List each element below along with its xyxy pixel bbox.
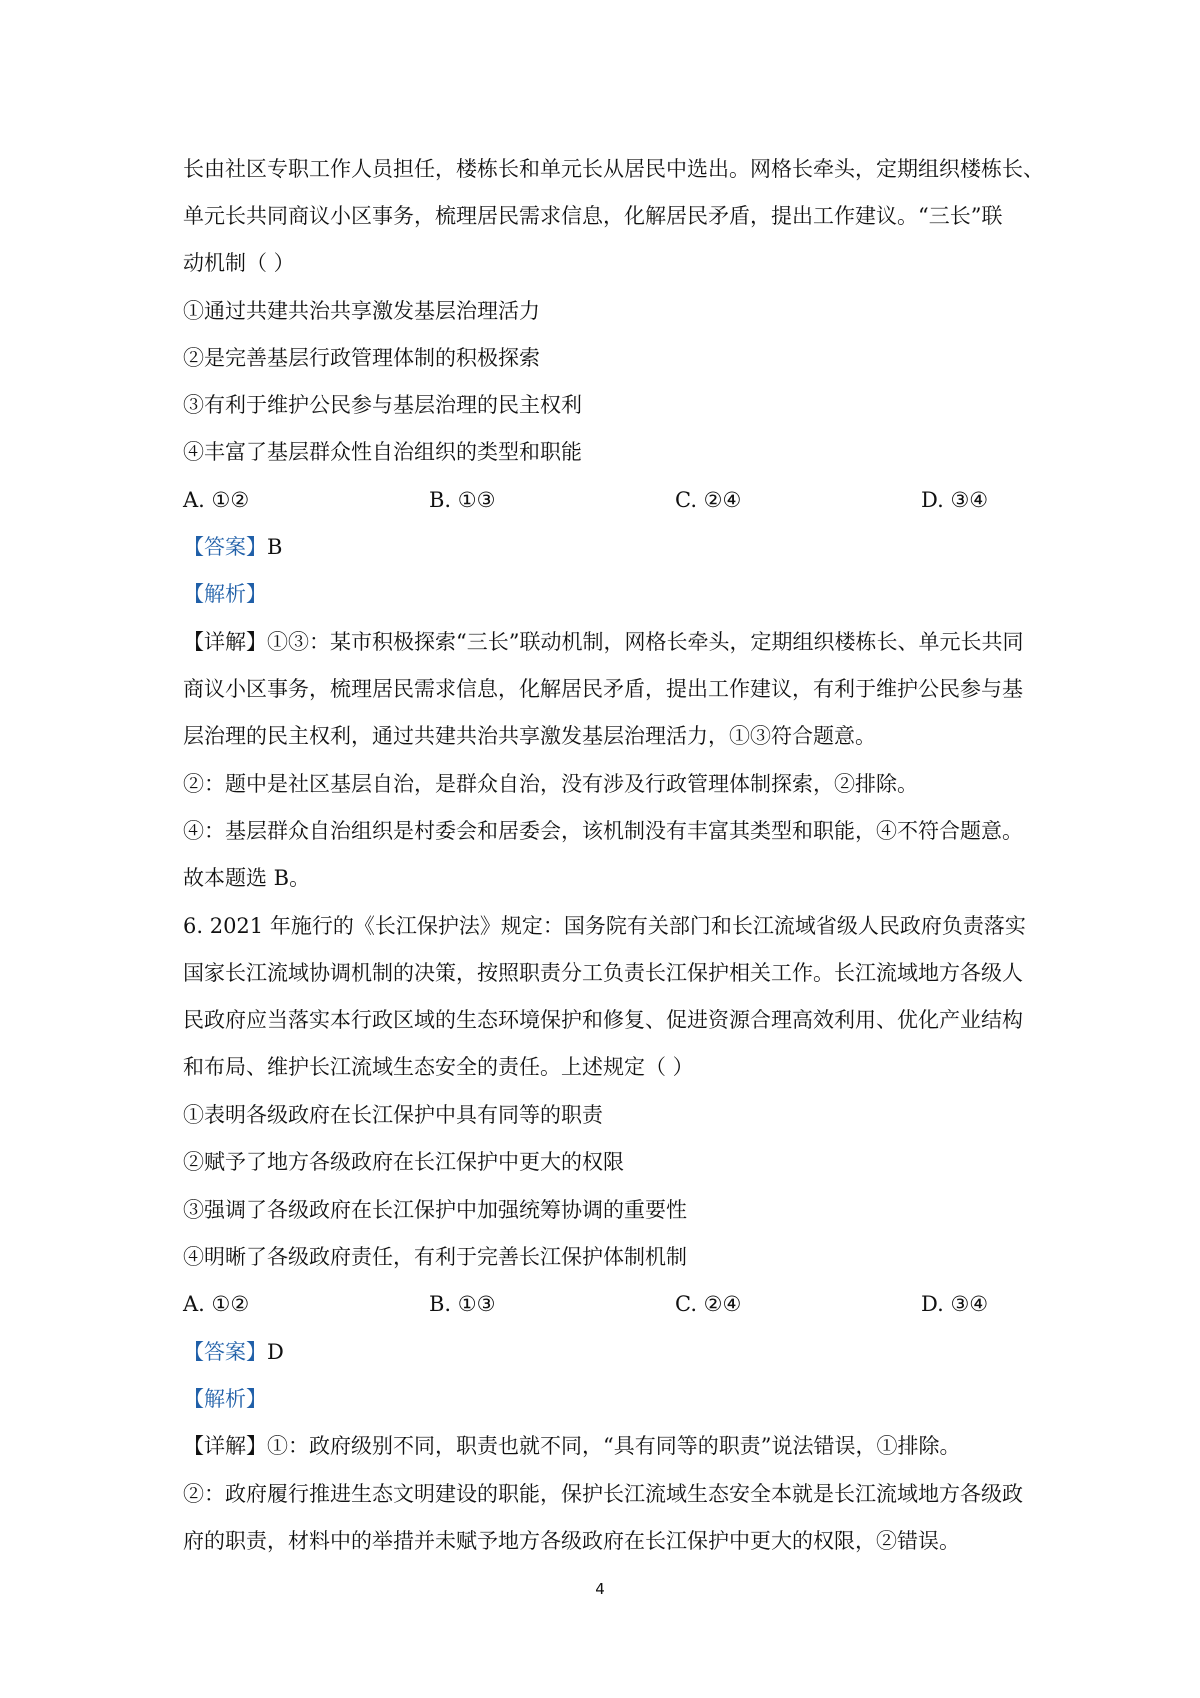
detail-label: 【详解】 (183, 1434, 267, 1458)
q5-detail-line-5: ④：基层群众自治组织是村委会和居委会，该机制没有丰富其类型和职能，④不符合题意。 (183, 819, 1023, 843)
answer-label: 【答案】 (183, 1340, 267, 1364)
detail-text: ①：政府级别不同，职责也就不同，“具有同等的职责”说法错误，①排除。 (267, 1434, 961, 1458)
q6-answer (183, 1338, 1033, 1366)
q5-option-a: A. ①② (183, 488, 250, 512)
q6-detail-line-3: 府的职责，材料中的举措并未赋予地方各级政府在长江保护中更大的权限，②错误。 (183, 1529, 960, 1553)
answer-label: 【答案】 (183, 535, 267, 559)
q5-stem-line-2: 单元长共同商议小区事务，梳理居民需求信息，化解居民矛盾，提出工作建议。“三长”联 (183, 204, 1003, 228)
q5-option-c: C. ②④ (675, 488, 742, 512)
q5-detail-line-3: 层治理的民主权利，通过共建共治共享激发基层治理活力，①③符合题意。 (183, 724, 876, 748)
q5-detail-line-2: 商议小区事务，梳理居民需求信息，化解居民矛盾，提出工作建议，有利于维护公民参与基 (183, 677, 1023, 701)
q5-detail-line-1 (183, 628, 1033, 656)
q6-statement-3: ③强调了各级政府在长江保护中加强统筹协调的重要性 (183, 1198, 687, 1222)
q6-statement-2: ②赋予了地方各级政府在长江保护中更大的权限 (183, 1150, 624, 1174)
q6-option-d: D. ③④ (921, 1292, 989, 1316)
q6-analysis-heading (183, 1385, 1033, 1413)
q5-statement-3: ③有利于维护公民参与基层治理的民主权利 (183, 393, 582, 417)
q5-analysis-heading (183, 580, 1033, 608)
q6-option-a: A. ①② (183, 1292, 250, 1316)
q5-statement-2: ②是完善基层行政管理体制的积极探索 (183, 346, 540, 370)
q6-stem-line-4: 和布局、维护长江流域生态安全的责任。上述规定（ ） (183, 1055, 694, 1079)
q6-detail-line-2: ②：政府履行推进生态文明建设的职能，保护长江流域生态安全本就是长江流域地方各级政 (183, 1482, 1023, 1506)
analysis-label: 【解析】 (183, 1387, 267, 1411)
q6-option-c: C. ②④ (675, 1292, 742, 1316)
q5-stem-line-1: 长由社区专职工作人员担任，楼栋长和单元长从居民中选出。网格长牵头，定期组织楼栋长、 (183, 157, 1044, 181)
q5-option-b: B. ①③ (429, 488, 496, 512)
q6-option-b: B. ①③ (429, 1292, 496, 1316)
q6-statement-1: ①表明各级政府在长江保护中具有同等的职责 (183, 1103, 603, 1127)
q5-answer (183, 533, 1033, 561)
detail-text: ①③：某市积极探索“三长”联动机制，网格长牵头，定期组织楼栋长、单元长共同 (267, 630, 1024, 654)
analysis-label: 【解析】 (183, 582, 267, 606)
q5-detail-line-6: 故本题选 B。 (183, 866, 311, 890)
q6-stem-line-2: 国家长江流域协调机制的决策，按照职责分工负责长江保护相关工作。长江流域地方各级人 (183, 961, 1023, 985)
answer-value: B (267, 535, 283, 559)
q6-stem-line-3: 民政府应当落实本行政区域的生态环境保护和修复、促进资源合理高效利用、优化产业结构 (183, 1008, 1023, 1032)
q5-option-d: D. ③④ (921, 488, 989, 512)
q5-statement-1: ①通过共建共治共享激发基层治理活力 (183, 299, 540, 323)
q6-stem-line-1: 6. 2021 年施行的《长江保护法》规定：国务院有关部门和长江流域省级人民政府负责落实 (183, 914, 1026, 938)
answer-value: D (267, 1340, 284, 1364)
detail-label: 【详解】 (183, 630, 267, 654)
q5-detail-line-4: ②：题中是社区基层自治，是群众自治，没有涉及行政管理体制探索，②排除。 (183, 772, 918, 796)
q5-statement-4: ④丰富了基层群众性自治组织的类型和职能 (183, 440, 582, 464)
q6-statement-4: ④明晰了各级政府责任，有利于完善长江保护体制机制 (183, 1245, 687, 1269)
q5-stem-line-3: 动机制（ ） (183, 251, 295, 275)
q6-detail-line-1 (183, 1432, 1033, 1460)
page-number: 4 (595, 1580, 605, 1598)
